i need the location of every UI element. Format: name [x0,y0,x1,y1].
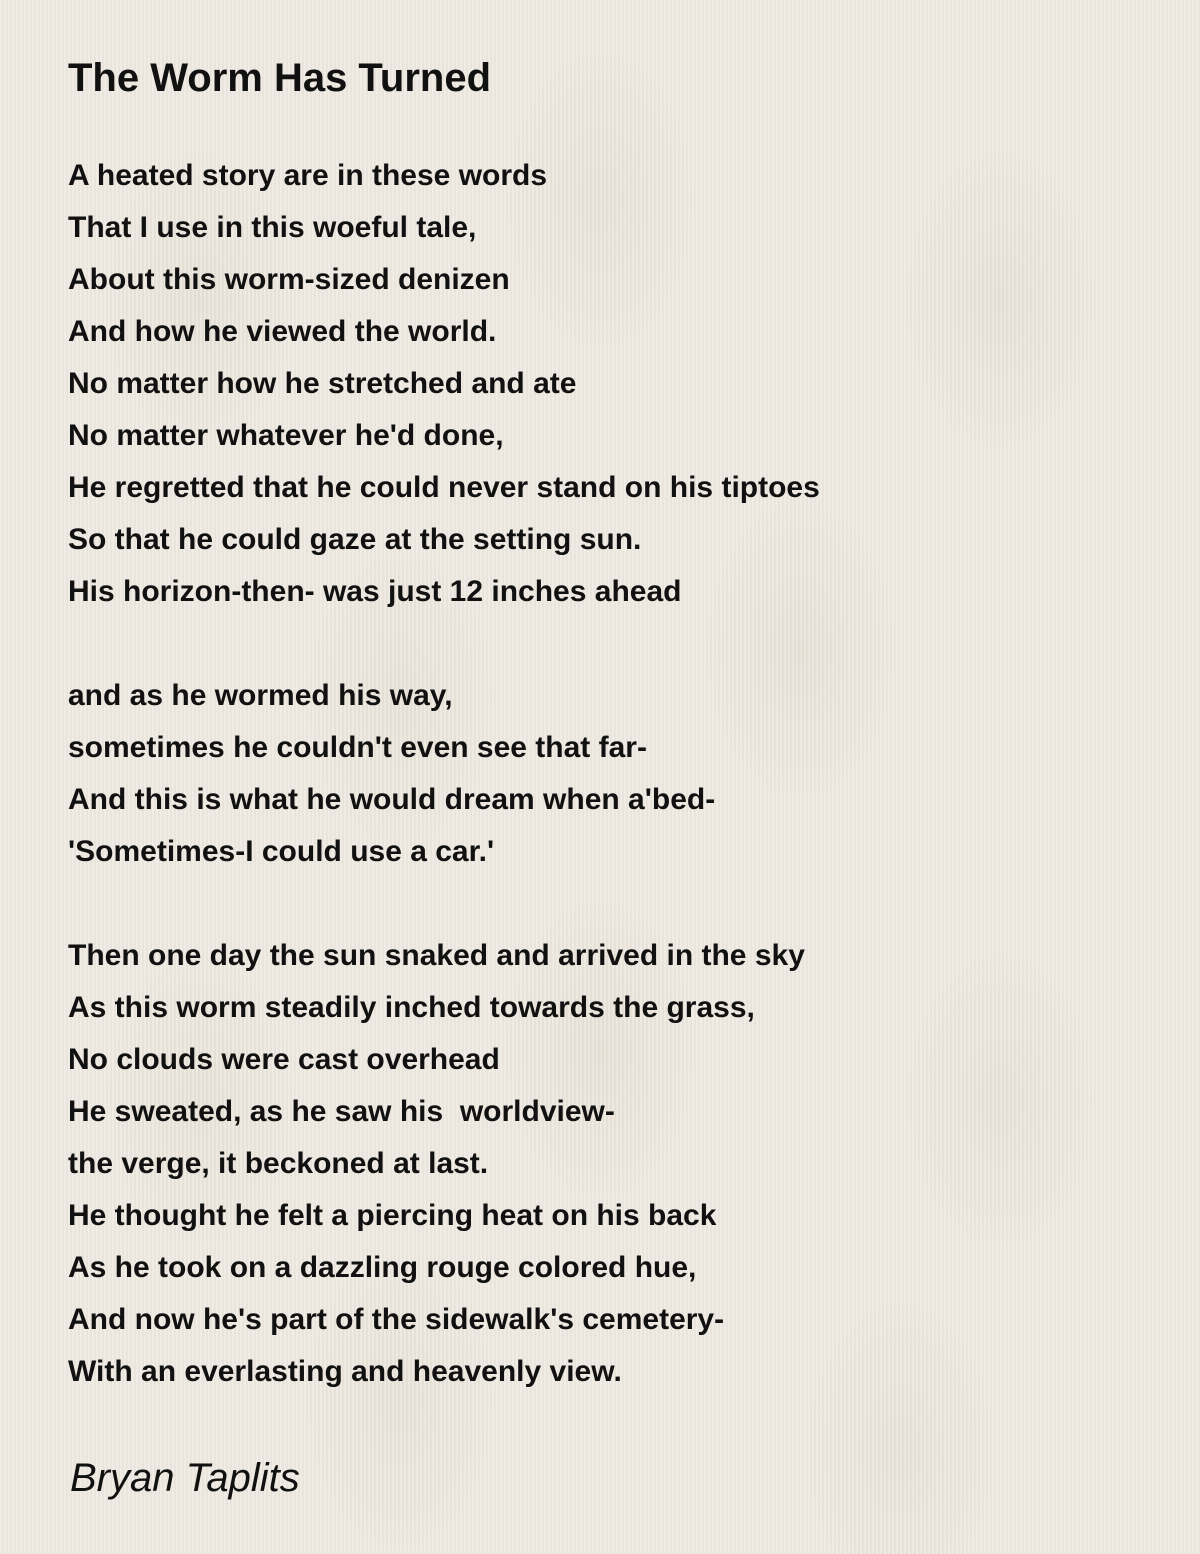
poem-line: And now he's part of the sidewalk's cemetery- [68,1303,725,1336]
poem-line: No matter how he stretched and ate [68,367,577,400]
poem-line: A heated story are in these words [68,159,548,192]
poem-line: the verge, it beckoned at last. [68,1147,489,1180]
poem-line: sometimes he couldn't even see that far- [68,731,647,764]
poem-line: With an everlasting and heavenly view. [68,1355,622,1388]
poem-line: 'Sometimes-I could use a car.' [68,835,495,868]
poem-line: And this is what he would dream when a'bed- [68,783,716,816]
poem-line: He sweated, as he saw his worldview- [68,1095,615,1128]
poem-line: and as he wormed his way, [68,679,453,712]
stanza-3 [68,930,820,1398]
poem-line: As he took on a dazzling rouge colored hue, [68,1251,697,1284]
poem-line: As this worm steadily inched towards the grass, [68,991,755,1024]
stanza-2 [68,670,820,878]
poem-line: Then one day the sun snaked and arrived in the sky [68,939,805,972]
poem-line: About this worm-sized denizen [68,263,510,296]
poem-line: That I use in this woeful tale, [68,211,477,244]
poem-line: No matter whatever he'd done, [68,419,504,452]
poem-line: So that he could gaze at the setting sun. [68,523,642,556]
poem-author: Bryan Taplits [70,1456,300,1500]
stanza-1 [68,150,820,618]
poem-line: His horizon-then- was just 12 inches ahead [68,575,682,608]
poem-line: No clouds were cast overhead [68,1043,500,1076]
poem-line: He thought he felt a piercing heat on his back [68,1199,717,1232]
poem-line: He regretted that he could never stand on his tiptoes [68,471,820,504]
poem-title: The Worm Has Turned [68,56,492,100]
poem-body [68,150,820,1398]
poem-line: And how he viewed the world. [68,315,497,348]
